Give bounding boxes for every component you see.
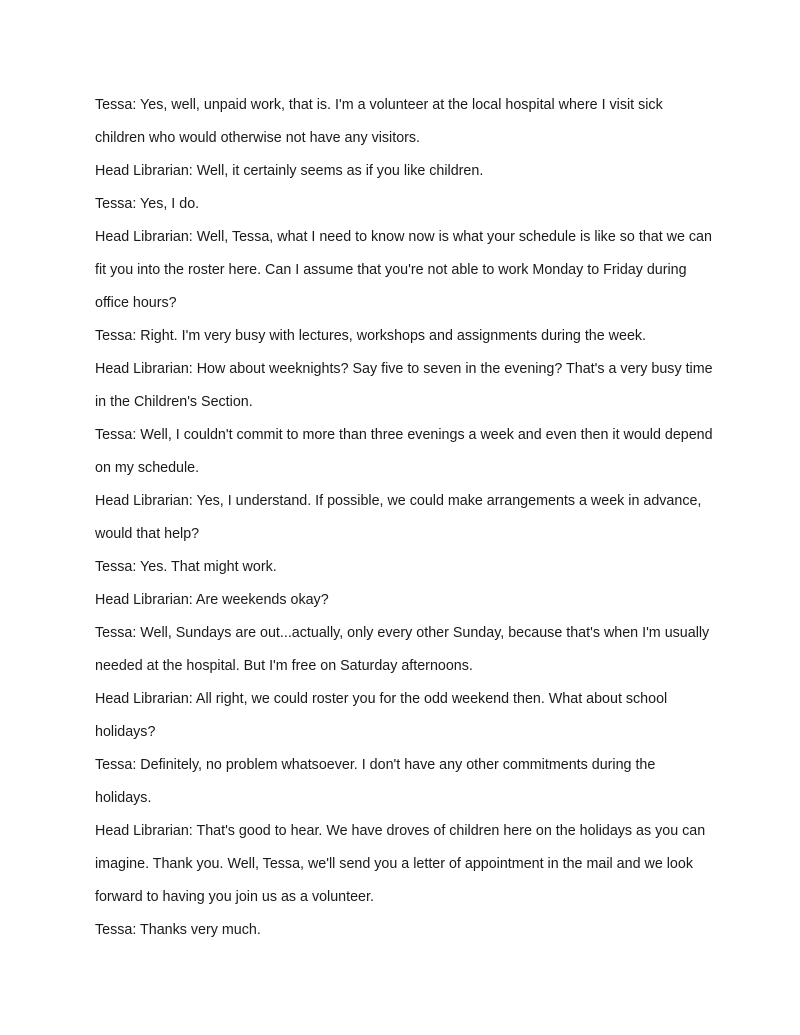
dialogue-line: Tessa: Definitely, no problem whatsoever. I don't have any other commitments during the holidays.: [95, 757, 656, 806]
dialogue-transcript: [95, 89, 715, 947]
dialogue-line: Head Librarian: Well, it certainly seems as if you like children.: [95, 163, 484, 179]
dialogue-line: Tessa: Right. I'm very busy with lectures, workshops and assignments during the week.: [95, 328, 647, 344]
dialogue-line: Tessa: Yes. That might work.: [95, 559, 277, 575]
dialogue-line: Head Librarian: That's good to hear. We have droves of children here on the holidays as you can imagine. Thank you. Well, Tessa, we'll send you a letter of appointment in the mail and we look forward to having you join us as a volunteer.: [95, 823, 706, 905]
dialogue-line: Head Librarian: All right, we could roster you for the odd weekend then. What about school holidays?: [95, 691, 668, 740]
dialogue-line: Head Librarian: Are weekends okay?: [95, 592, 329, 608]
dialogue-line: Tessa: Thanks very much.: [95, 922, 261, 938]
dialogue-line: Head Librarian: Well, Tessa, what I need to know now is what your schedule is like so that we can fit you into the roster here. Can I assume that you're not able to work Monday to Friday during office hours?: [95, 229, 712, 311]
dialogue-line: Head Librarian: How about weeknights? Say five to seven in the evening? That's a very busy time in the Children's Section.: [95, 361, 713, 410]
dialogue-line: Tessa: Well, Sundays are out...actually, only every other Sunday, because that's when I'm usually needed at the hospital. But I'm free on Saturday afternoons.: [95, 625, 710, 674]
dialogue-line: Tessa: Yes, I do.: [95, 196, 200, 212]
dialogue-line: Tessa: Yes, well, unpaid work, that is. I'm a volunteer at the local hospital where I visit sick children who would otherwise not have any visitors.: [95, 97, 663, 146]
dialogue-line: Head Librarian: Yes, I understand. If possible, we could make arrangements a week in advance, would that help?: [95, 493, 702, 542]
dialogue-line: Tessa: Well, I couldn't commit to more than three evenings a week and even then it would depend on my schedule.: [95, 427, 713, 476]
